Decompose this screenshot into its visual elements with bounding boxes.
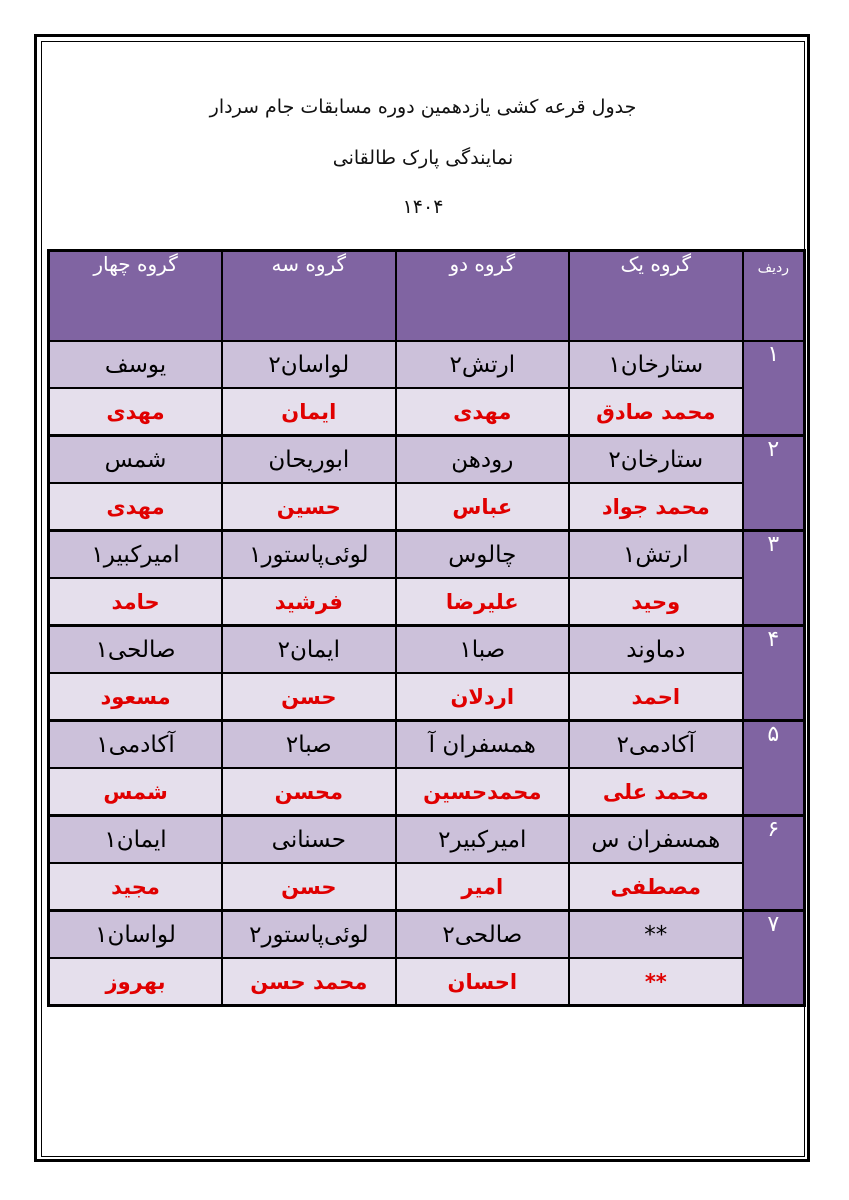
- coach-cell: محمد حسن: [222, 958, 396, 1006]
- title-year: ۱۴۰۴: [402, 196, 444, 218]
- column-header-group-1: گروه یک: [569, 251, 743, 342]
- coach-cell: ایمان: [222, 388, 396, 436]
- table-row: [49, 341, 805, 388]
- coach-cell: حسین: [222, 483, 396, 531]
- club-cell: لوئی‌پاستور۲: [222, 911, 396, 959]
- row-number: ۷: [743, 911, 805, 1006]
- coach-cell: مصطفی: [569, 863, 743, 911]
- club-cell: ایمان۱: [49, 816, 223, 864]
- club-cell: ارتش۱: [569, 531, 743, 579]
- coach-cell: شمس: [49, 768, 223, 816]
- coach-cell: اردلان: [396, 673, 570, 721]
- table-row-coaches: [49, 578, 805, 626]
- coach-cell: وحید: [569, 578, 743, 626]
- club-cell: لواسان۲: [222, 341, 396, 388]
- table-row-coaches: [49, 863, 805, 911]
- club-cell: صبا۲: [222, 721, 396, 769]
- club-cell: ارتش۲: [396, 341, 570, 388]
- club-cell: همسفران س: [569, 816, 743, 864]
- table-row: [49, 436, 805, 484]
- row-number: ۶: [743, 816, 805, 911]
- club-cell: ستارخان۲: [569, 436, 743, 484]
- table-row: [49, 531, 805, 579]
- table-row-coaches: [49, 768, 805, 816]
- column-header-radif: ردیف: [743, 251, 805, 342]
- club-cell: ایمان۲: [222, 626, 396, 674]
- coach-cell: محمدحسین: [396, 768, 570, 816]
- table-row-coaches: [49, 958, 805, 1006]
- coach-cell: حسن: [222, 673, 396, 721]
- club-cell: آکادمی۲: [569, 721, 743, 769]
- table-row: [49, 911, 805, 959]
- coach-cell: مجید: [49, 863, 223, 911]
- club-cell: لواسان۱: [49, 911, 223, 959]
- club-cell: رودهن: [396, 436, 570, 484]
- title-line-1: جدول قرعه کشی یازدهمین دوره مسابقات جام سردار: [209, 96, 637, 118]
- coach-cell: احسان: [396, 958, 570, 1006]
- coach-cell: محمد صادق: [569, 388, 743, 436]
- coach-cell: حسن: [222, 863, 396, 911]
- club-cell: آکادمی۱: [49, 721, 223, 769]
- row-number: ۲: [743, 436, 805, 531]
- club-cell: دماوند: [569, 626, 743, 674]
- table-row: [49, 626, 805, 674]
- table-row: [49, 721, 805, 769]
- row-number: ۵: [743, 721, 805, 816]
- table-row-coaches: [49, 483, 805, 531]
- club-cell: امیرکبیر۲: [396, 816, 570, 864]
- club-cell: همسفران آ: [396, 721, 570, 769]
- club-cell: چالوس: [396, 531, 570, 579]
- club-cell: امیرکبیر۱: [49, 531, 223, 579]
- club-cell: صالحی۱: [49, 626, 223, 674]
- club-cell: لوئی‌پاستور۱: [222, 531, 396, 579]
- club-cell: حسنانی: [222, 816, 396, 864]
- coach-cell: حامد: [49, 578, 223, 626]
- coach-cell: مهدی: [49, 483, 223, 531]
- coach-cell: مهدی: [396, 388, 570, 436]
- coach-cell: عباس: [396, 483, 570, 531]
- coach-cell: بهروز: [49, 958, 223, 1006]
- column-header-group-3: گروه سه: [222, 251, 396, 342]
- table-row: [49, 816, 805, 864]
- table-row-coaches: [49, 673, 805, 721]
- coach-cell: **: [569, 958, 743, 1006]
- club-cell: ابوریحان: [222, 436, 396, 484]
- table-row-coaches: [49, 388, 805, 436]
- coach-cell: مسعود: [49, 673, 223, 721]
- coach-cell: محمد علی: [569, 768, 743, 816]
- coach-cell: فرشید: [222, 578, 396, 626]
- row-number: ۳: [743, 531, 805, 626]
- coach-cell: مهدی: [49, 388, 223, 436]
- coach-cell: محمد جواد: [569, 483, 743, 531]
- club-cell: **: [569, 911, 743, 959]
- coach-cell: علیرضا: [396, 578, 570, 626]
- row-number: ۴: [743, 626, 805, 721]
- column-header-group-2: گروه دو: [396, 251, 570, 342]
- club-cell: صالحی۲: [396, 911, 570, 959]
- draw-table: [47, 249, 806, 1007]
- title-line-2: نمایندگی پارک طالقانی: [332, 147, 514, 169]
- coach-cell: احمد: [569, 673, 743, 721]
- club-cell: صبا۱: [396, 626, 570, 674]
- row-number: ۱: [743, 341, 805, 436]
- table-header-row: [49, 251, 805, 342]
- coach-cell: محسن: [222, 768, 396, 816]
- column-header-group-4: گروه چهار: [49, 251, 223, 342]
- club-cell: شمس: [49, 436, 223, 484]
- club-cell: یوسف: [49, 341, 223, 388]
- club-cell: ستارخان۱: [569, 341, 743, 388]
- coach-cell: امیر: [396, 863, 570, 911]
